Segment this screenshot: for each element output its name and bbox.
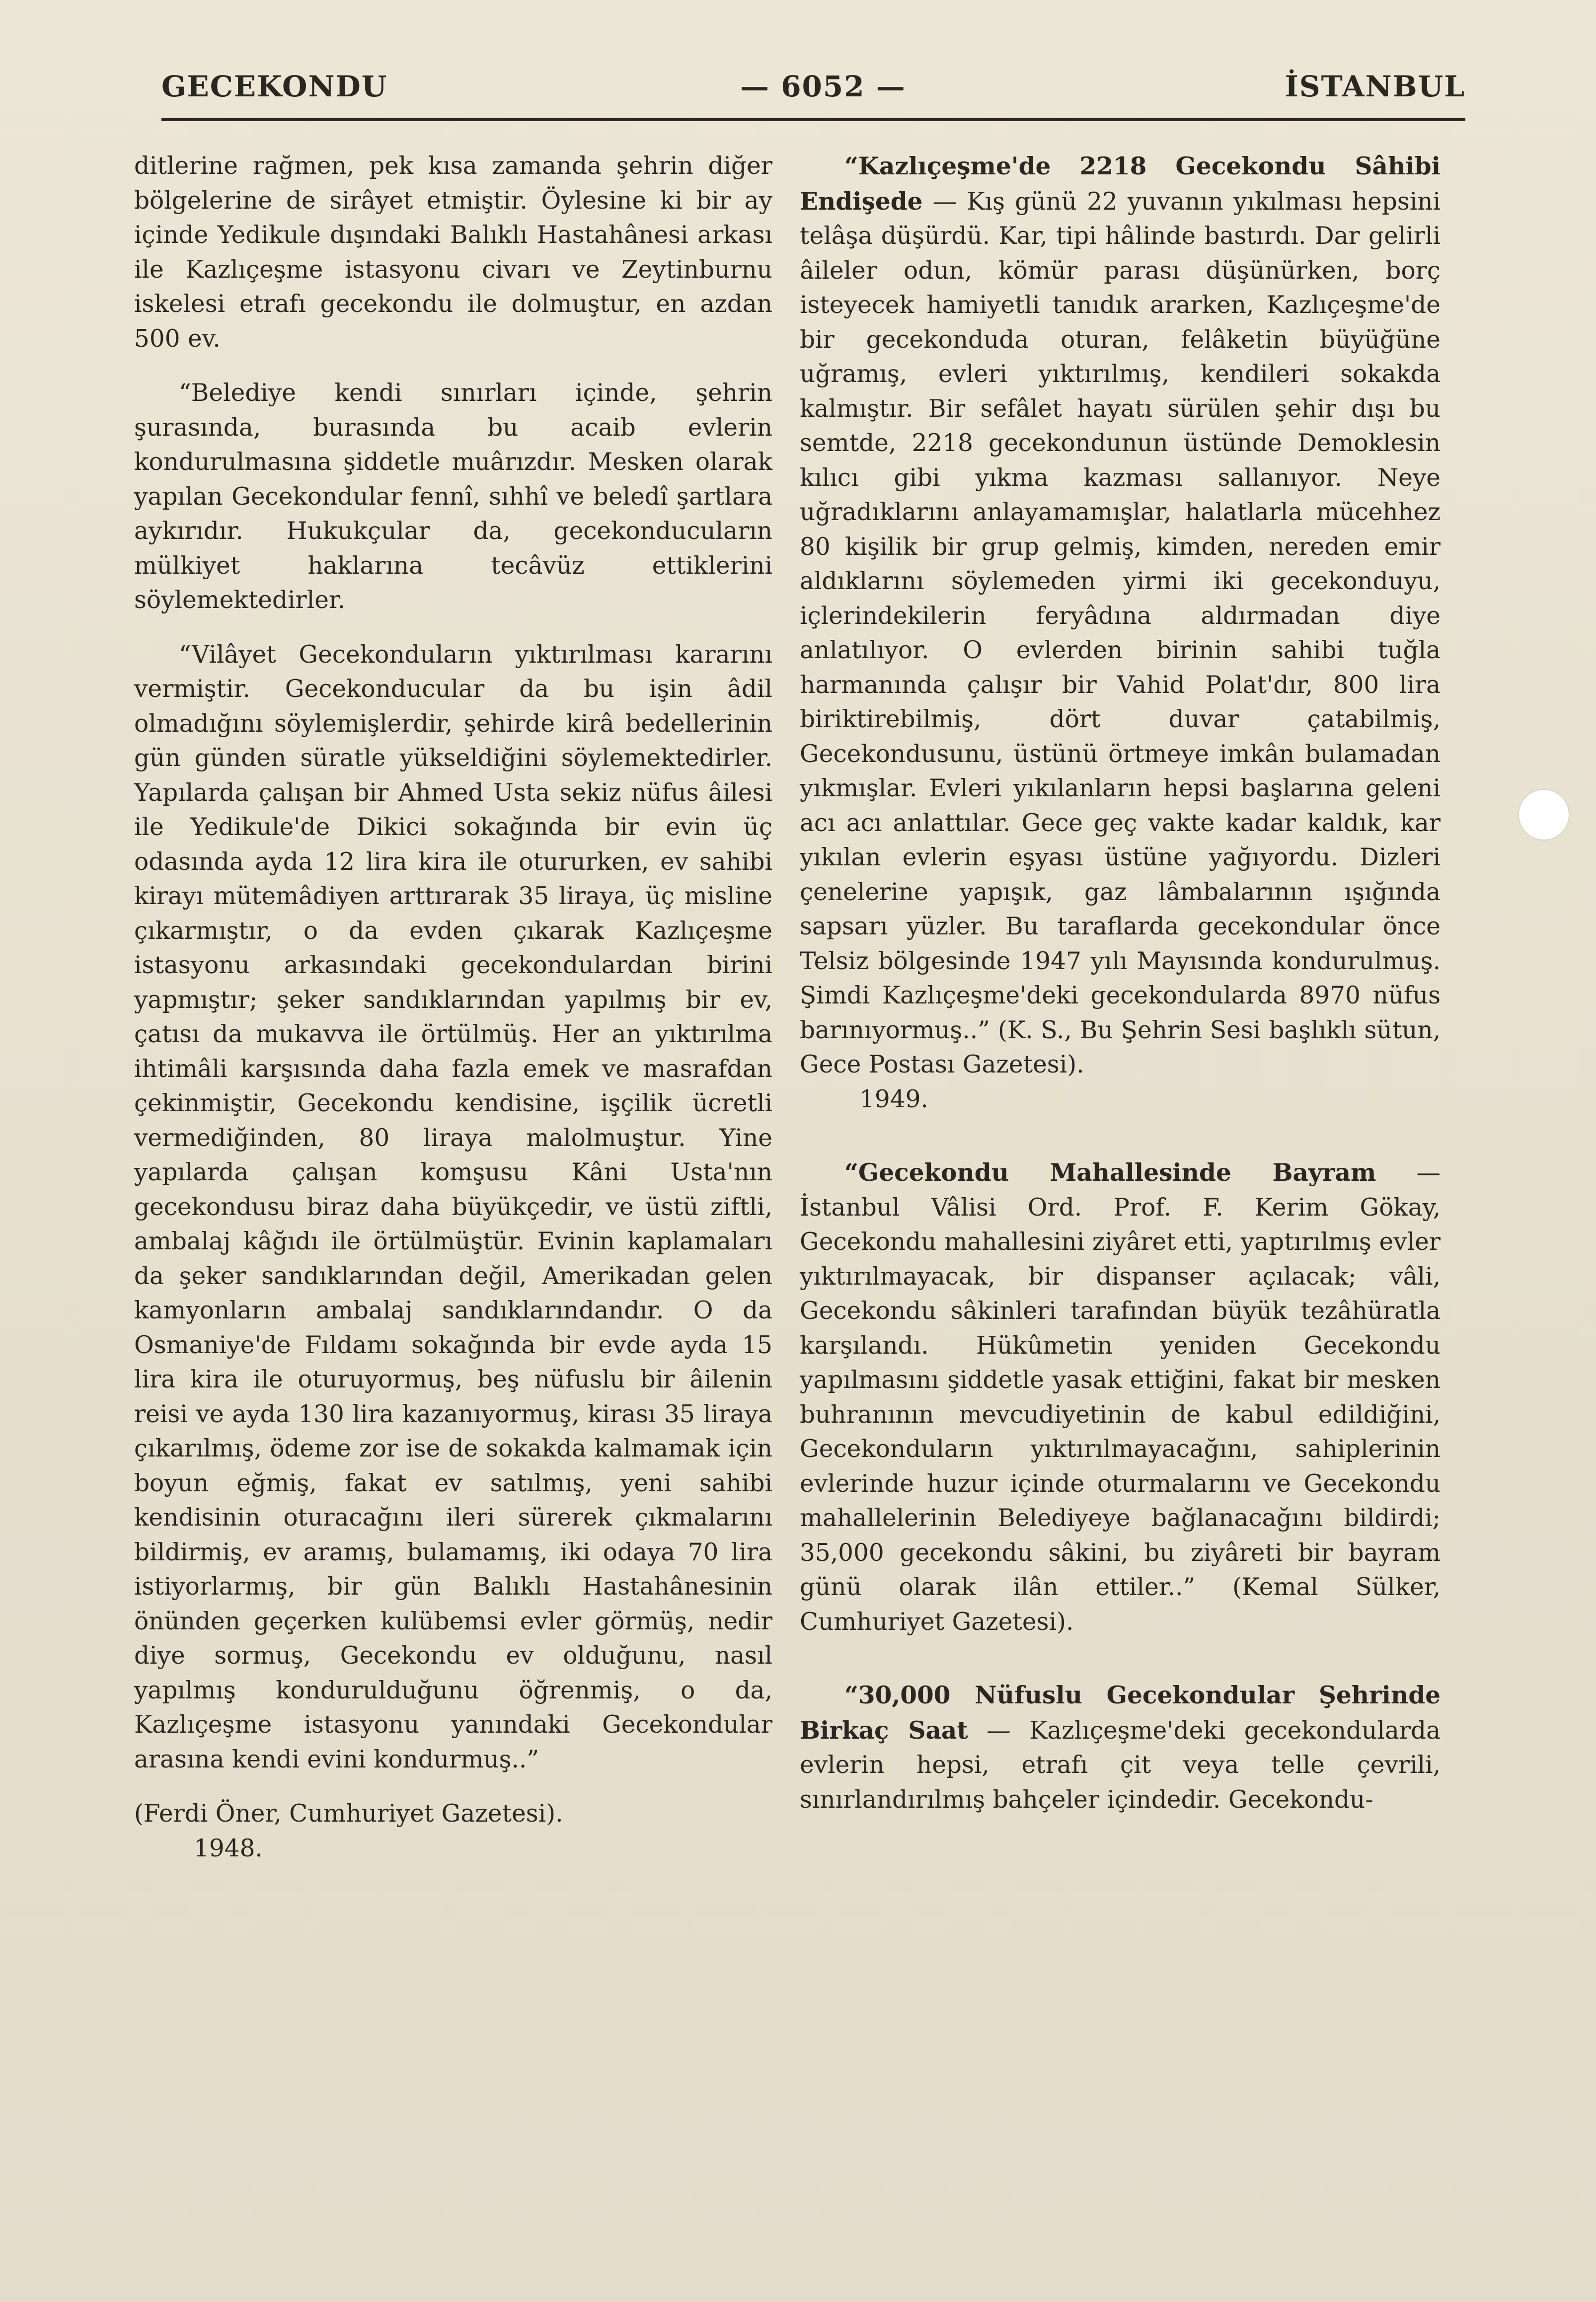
left-column: [134, 149, 772, 1866]
punch-hole: [1519, 790, 1569, 840]
article-body: — İstanbul Vâlisi Ord. Prof. F. Kerim Gökay, Gecekondu mahallesini ziyâret etti, yaptırılmış evler yıktırılmayacak, bir dispanser açılacak; vâli, Gecekondu sâkinleri tarafından büyük tezâhüratla karşılandı. Hükûmetin yeniden Gecekondu yapılmasını şiddetle yasak ettiğini, fakat bir mesken buhranının mevcudiyetinin de kabul edildiğini, Gecekonduların yıktırılmayacağını, sahiplerinin evlerinde huzur içinde oturmalarını ve Gecekondu mahallelerinin Belediyeye bağlanacağını bildirdi; 35,000 gecekondu sâkini, bu ziyâreti bir bayram günü olarak ilân ettiler..” (Kemal Sülker, Cumhuriyet Gazetesi).: [800, 1159, 1441, 1636]
header-left: GECEKONDU: [161, 70, 388, 103]
header-rule: [161, 118, 1465, 121]
article-title: “Gecekondu Mahallesinde Bayram: [844, 1158, 1376, 1187]
article: [800, 1678, 1441, 1817]
paragraph: “Vilâyet Gecekonduların yıktırılması kararını vermiştir. Gecekonducular da bu işin âdil olmadığını söylemişlerdir, şehirde kirâ bedellerinin gün günden süratle yükseldiğini söylemektedirler. Yapılarda çalışan bir Ahmed Usta sekiz nüfus âilesi ile Yedikule'de Dikici sokağında bir evin üç odasında ayda 12 lira kira ile otururken, ev sahibi kirayı mütemâdiyen arttırarak 35 liraya, üç misline çıkarmıştır, o da evden çıkarak Kazlıçeşme istasyonu arkasındaki gecekondulardan birini yapmıştır; şeker sandıklarından yapılmış bir ev, çatısı da mukavva ile örtülmüş. Her an yıktırılma ihtimâli karşısında daha fazla emek ve masrafdan çekinmiştir, Gecekondu kendisine, işçilik ücretli vermediğinden, 80 liraya malolmuştur. Yine yapılarda çalışan komşusu Kâni Usta'nın gecekondusu biraz daha büyükçedir, ve üstü ziftli, ambalaj kâğıdı ile örtülmüştür. Evinin kaplamaları da şeker sandıklarından değil, Amerikadan gelen kamyonların ambalaj sandıklarındandır. O da Osmaniye'de Fıldamı sokağında bir evde ayda 15 lira kira ile oturuyormuş, beş nüfuslu bir âilenin reisi ve ayda 130 lira kazanıyormuş, kirası 35 liraya çıkarılmış, ödeme zor ise de sokakda kalmamak için boyun eğmiş, fakat ev satılmış, yeni sahibi kendisinin oturacağını ileri sürerek çıkmalarını bildirmiş, ev aramış, bulamamış, iki odaya 70 lira istiyorlarmış, bir gün Balıklı Hastahânesinin önünden geçerken kulübemsi evler görmüş, nedir diye sormuş, Gecekondu ev olduğunu, nasıl yapılmış kondurulduğunu öğrenmiş, o da, Kazlıçeşme istasyonu yanındaki Gecekondular arasına kendi evini kondurmuş..”: [134, 640, 772, 1773]
page-number: — 6052 —: [740, 70, 906, 103]
article-body: — Kış günü 22 yuvanın yıkılması hepsini telâşa düşürdü. Kar, tipi hâlinde bastırdı. Dar gelirli âileler odun, kömür parası düşünürken, borç isteyecek hamiyetli tanıdık ararken, Kazlıçeşme'de bir gecekonduda oturan, felâketin büyüğüne uğramış, evleri yıktırılmış, kendileri sokakda kalmıştır. Bir sefâlet hayatı sürülen şehir dışı bu semtde, 2218 gecekondunun üstünde Demoklesin kılıcı gibi yıkma kazması sallanıyor. Neye uğradıklarını anlayamamışlar, halatlarla mücehhez 80 kişilik bir grup gelmiş, kimden, nereden emir aldıklarını söylemeden yirmi iki gecekonduyu, içlerindekilerin feryâdına aldırmadan diye anlatılıyor. O evlerden birinin sahibi tuğla harmanında çalışır bir Vahid Polat'dır, 800 lira biriktirebilmiş, dört duvar çatabilmiş, Gecekondusunu, üstünü örtmeye imkân bulamadan yıkmışlar. Evleri yıkılanların hepsi başlarına geleni acı acı anlattılar. Gece geç vakte kadar kaldık, kar yıkılan evlerin eşyası üstüne yağıyordu. Dizleri çenelerine yapışık, gaz lâmbalarının ışığında sapsarı yüzler. Bu taraflarda gecekondular önce Telsiz bölgesinde 1947 yılı Mayısında kondurulmuş. Şimdi Kazlıçeşme'deki gecekondularda 8970 nüfus barınıyormuş..” (K. S., Bu Şehrin Sesi başlıklı sütun, Gece Postası Gazetesi).: [800, 187, 1441, 1078]
page-header: [161, 70, 1465, 124]
article: [800, 1155, 1441, 1639]
article: [800, 149, 1441, 1082]
paragraph: “Belediye kendi sınırları içinde, şehrin şurasında, burasında bu acaib evlerin kondurulmasına şiddetle muârızdır. Mesken olarak yapılan Gecekondular fennî, sıhhî ve beledî şartlara aykırıdır. Hukukçular da, gecekonducuların mülkiyet haklarına tecâvüz ettiklerini söylemektedirler.: [134, 379, 772, 614]
article-title: “Kazlıçeşme'de 2218 Gecekondu Sâhibi Endişede: [800, 152, 1441, 216]
article-body: — Kazlıçeşme'deki gecekondularda evlerin hepsi, etrafı çit veya telle çevrili, sınırlandırılmış bahçeler içindedir. Gecekondu-: [800, 1716, 1441, 1814]
paragraph: ditlerine rağmen, pek kısa zamanda şehrin diğer bölgelerine de sirâyet etmiştir. Öylesine ki bir ay içinde Yedikule dışındaki Balıklı Hastahânesi arkası ile Kazlıçeşme istasyonu civarı ve Zeytinburnu iskelesi etrafı gecekondu ile dolmuştur, en azdan 500 ev.: [134, 152, 772, 353]
article-title: “30,000 Nüfuslu Gecekondular Şehrinde Birkaç Saat: [800, 1681, 1441, 1745]
header-right: İSTANBUL: [1285, 70, 1465, 103]
year: 1948.: [194, 1834, 263, 1862]
year: 1949.: [859, 1085, 928, 1113]
source-citation: (Ferdi Öner, Cumhuriyet Gazetesi).: [134, 1800, 563, 1828]
right-column: [800, 149, 1441, 1817]
